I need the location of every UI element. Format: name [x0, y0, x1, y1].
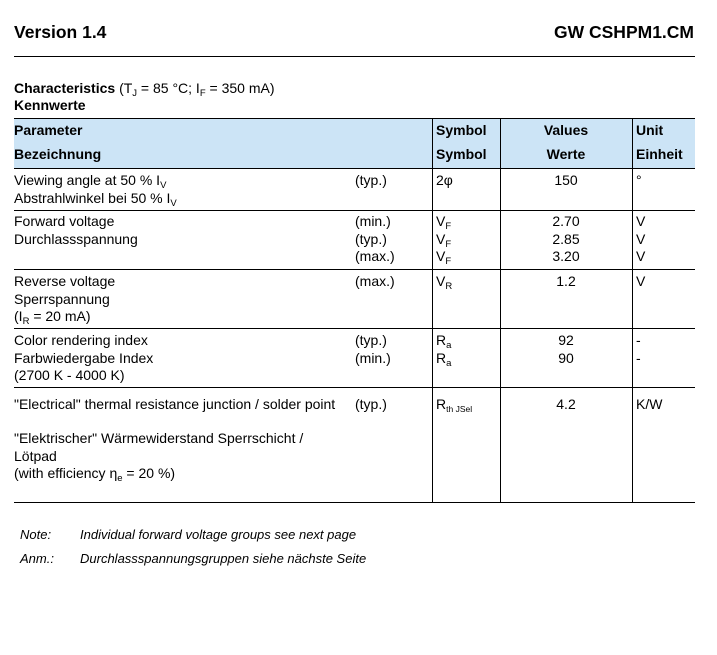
col-divider [632, 118, 633, 503]
title-german: Kennwerte [14, 97, 86, 113]
col-divider [432, 118, 433, 503]
header-symbol-de: Symbol [436, 146, 487, 162]
viewing-angle-symbol: 2φ [436, 172, 453, 188]
note-label: Note: [20, 527, 52, 542]
viewing-angle-value: 150 [554, 172, 578, 188]
reverse-voltage-unit: V [636, 273, 646, 289]
forward-voltage-label: Forward voltage Durchlassspannung [14, 213, 138, 247]
header-unit: Unit [636, 122, 664, 138]
anm-label: Anm.: [20, 551, 54, 566]
cri-label: Color rendering index Farbwiedergabe Index (2700 K - 4000 K) [14, 332, 154, 383]
forward-voltage-values: 2.70 2.85 3.20 [552, 213, 580, 264]
reverse-voltage-symbol: $V_R$ [436, 273, 453, 292]
section-title: Characteristics ($T_J = 85$ °C; $I_F = 350$ mA) Kennwerte [14, 80, 275, 113]
forward-voltage-symbol: $V_F$ $V_F$ $V_F$ [436, 213, 452, 267]
note-text: Individual forward voltage groups see next page [80, 527, 357, 542]
thermal-symbol: $R_{th JSel}$ [436, 396, 473, 414]
header-rule [14, 56, 695, 57]
cri-symbol: $R_a$ $R_a$ [436, 332, 452, 369]
version-label: Version 1.4 [14, 22, 107, 42]
product-code: GW CSHPM1.CM [554, 22, 694, 42]
viewing-angle-label: Viewing angle at 50 % $I_V$ Abstrahlwinkel bei 50 % $I_V$ [14, 172, 177, 209]
row-divider [14, 328, 695, 329]
thermal-unit: K/W [636, 396, 663, 412]
header-bezeichnung: Bezeichnung [14, 146, 102, 162]
characteristics-table [14, 118, 695, 503]
anm-text: Durchlassspannungsgruppen siehe nächste Seite [80, 551, 367, 566]
header-values: Values [543, 122, 589, 138]
header-parameter: Parameter [14, 122, 83, 138]
viewing-angle-unit: ° [636, 172, 642, 188]
page-header [14, 22, 694, 46]
row-divider [14, 210, 695, 211]
viewing-angle-cond: (typ.) [355, 172, 387, 188]
cri-values: 92 90 [558, 332, 574, 366]
header-werte: Werte [546, 146, 586, 162]
thermal-label-de: "Elektrischer" Wärmewiderstand Sperrschicht / Lötpad (with efficiency $\eta_e = 20$ %) [14, 430, 304, 484]
header-symbol: Symbol [436, 122, 487, 138]
reverse-voltage-label: Reverse voltage Sperrspannung ($I_R = 20$ mA) [14, 273, 116, 327]
title-label: Characteristics [14, 80, 116, 96]
table-bottom-rule [14, 502, 695, 503]
thermal-label-en: "Electrical" thermal resistance junction / solder point [14, 396, 336, 412]
header-einheit: Einheit [636, 146, 683, 162]
row-divider [14, 269, 695, 270]
thermal-value: 4.2 [556, 396, 576, 412]
forward-voltage-units: V V V [636, 213, 646, 264]
reverse-voltage-value: 1.2 [556, 273, 576, 289]
thermal-cond: (typ.) [355, 396, 387, 412]
forward-voltage-conds: (min.) (typ.) (max.) [355, 213, 395, 264]
row-divider [14, 387, 695, 388]
reverse-voltage-cond: (max.) [355, 273, 395, 289]
cri-conds: (typ.) (min.) [355, 332, 391, 366]
cri-units: - - [636, 332, 641, 366]
